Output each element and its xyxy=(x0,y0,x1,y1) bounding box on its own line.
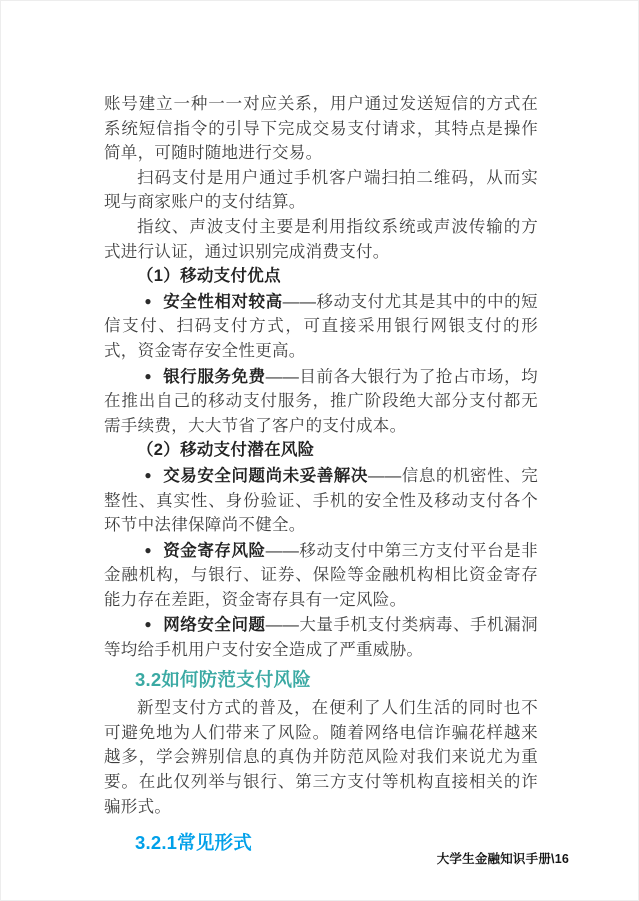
bullet-text: ——移动支付尤其是其中的中的短信支付、扫码支付方式，可直接采用银行网银支付的形式，资金寄存安全性更高。 xyxy=(104,292,538,360)
bullet-item-security xyxy=(104,289,538,364)
paragraph-scan-pay: 扫码支付是用户通过手机客户端扫拍二维码，从而实现与商家账户的支付结算。 xyxy=(104,168,538,212)
paragraph-fraud-intro: 新型支付方式的普及，在便利了人们生活的同时也不可避免地为人们带来了风险。随着网络电信诈骗花样越来越多，学会辨别信息的真伪并防范风险对我们来说尤为重要。在此仅列举与银行、第三方支付等机构直接相关的诈骗形式。 xyxy=(104,699,538,816)
bullet-item-fund-deposit-risk xyxy=(104,538,538,613)
bullet-term: 安全性相对较高 xyxy=(163,292,283,311)
bullet-icon: ● xyxy=(144,542,153,557)
bullet-text: ——大量手机支付类病毒、手机漏洞等均给手机用户支付安全造成了严重威胁。 xyxy=(104,616,538,660)
bullet-term: 银行服务免费 xyxy=(163,367,266,386)
bullet-item-free-service xyxy=(104,364,538,439)
page-body-text xyxy=(104,92,538,860)
bullet-icon: ● xyxy=(144,368,153,383)
section-heading-3-2-1: 3.2.1常见形式 xyxy=(135,832,252,854)
bullet-text: ——移动支付中第三方支付平台是非金融机构，与银行、证券、保险等金融机构相比资金寄存能力存在差距，资金寄存具有一定风险。 xyxy=(104,541,538,609)
paragraph-fingerprint-pay: 指纹、声波支付主要是利用指纹系统或声波传输的方式进行认证，通过识别完成消费支付。 xyxy=(104,217,538,261)
bullet-icon: ● xyxy=(144,467,153,482)
bullet-term: 网络安全问题 xyxy=(163,616,266,635)
bullet-item-network-security xyxy=(104,612,538,662)
subheading-mobile-pay-risks: （2）移动支付潜在风险 xyxy=(137,441,315,460)
bullet-text: ——信息的机密性、完整性、真实性、身份验证、手机的安全性及移动支付各个环节中法律保障尚不健全。 xyxy=(104,466,538,535)
bullet-icon: ● xyxy=(144,293,153,308)
section-heading-3-2: 3.2如何防范支付风险 xyxy=(135,668,311,690)
page-footer: 大学生金融知识手册\16 xyxy=(436,852,569,866)
paragraph-continued: 账号建立一种一一对应关系，用户通过发送短信的方式在系统短信指令的引导下完成交易支付请求，其特点是操作简单，可随时随地进行交易。 xyxy=(104,95,538,163)
bullet-icon: ● xyxy=(144,617,153,632)
bullet-term: 交易安全问题尚未妥善解决 xyxy=(163,466,368,485)
bullet-term: 资金寄存风险 xyxy=(163,541,266,560)
subheading-mobile-pay-advantages: （1）移动支付优点 xyxy=(137,267,281,286)
bullet-item-transaction-security xyxy=(104,463,538,538)
bullet-text: ——目前各大银行为了抢占市场，均在推出自己的移动支付服务，推广阶段绝大部分支付都无需手续费，大大节省了客户的支付成本。 xyxy=(104,367,538,435)
